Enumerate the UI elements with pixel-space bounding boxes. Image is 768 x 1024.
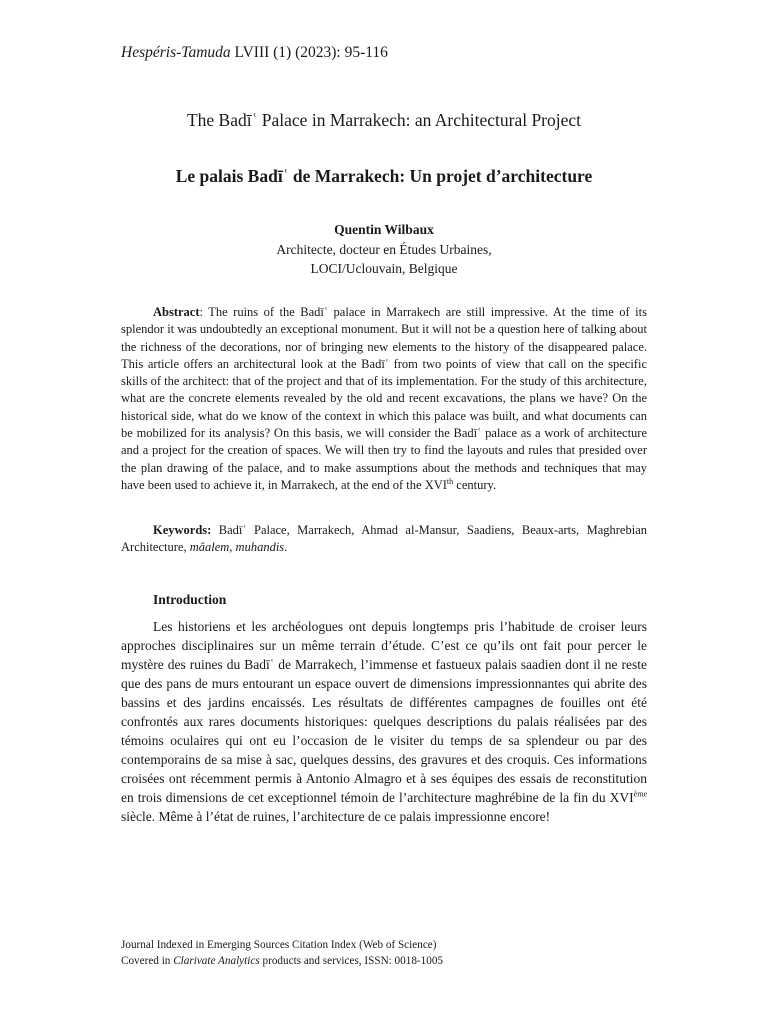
keywords bbox=[121, 522, 647, 557]
keywords-end: . bbox=[284, 540, 288, 555]
abstract-label: Abstract bbox=[153, 305, 200, 319]
footer-line-1: Journal Indexed in Emerging Sources Citation Index (Web of Science) bbox=[121, 939, 437, 951]
abstract-text: : The ruins of the Badīʿ palace in Marrakech are still impressive. At the time of its splendor it was undoubtedly an exceptional monument. But it will not be a question here of talking about the richness of the decorations, nor of bringing new elements to the history of the disappeared palace. This article offers an architectural look at the Badīʿ from two points of view that call on the specific skills of the architect: that of the project and that of its implementation. For the study of this architecture, what are the concrete elements revealed by the old and recent excavations, the plans we have? On the historical side, what do we know of the context in which this palace was built, and what documents can be mobilized for its analysis? On this basis, we will consider the Badīʿ palace as a work of architecture and a project for the creation of spaces. We will then try to find the layouts and rules that presided over the plan drawing of the palace, and to make assumptions about the methods and techniques that may have been used to achieve it, in Marrakech, at the end of the XVI bbox=[121, 305, 647, 492]
footer-clarivate: Clarivate Analytics bbox=[173, 954, 260, 967]
page-footer bbox=[121, 938, 443, 969]
footer-line-2-pre: Covered in bbox=[121, 954, 174, 967]
journal-name: Hespéris-Tamuda bbox=[121, 44, 231, 61]
keyword-muhandis: muhandis bbox=[235, 540, 285, 555]
author-affiliation-2: LOCI/Uclouvain, Belgique bbox=[310, 261, 458, 276]
journal-issue: LVIII (1) (2023): 95-116 bbox=[234, 44, 388, 61]
author-block bbox=[0, 220, 768, 279]
keywords-label: Keywords: bbox=[153, 523, 212, 537]
introduction-paragraph bbox=[121, 617, 647, 827]
introduction-tail: siècle. Même à l’état de ruines, l’architecture de ce palais impressionne encore! bbox=[121, 809, 551, 825]
introduction-text: Les historiens et les archéologues ont depuis longtemps pris l’habitude de croiser leurs approches disciplinaires sur un même terrain d’étude. C’est ce qu’ils ont fait pour percer le mystère des ruines du Badīʿ de Marrakech, l’immense et fastueux palais saadien dont il ne reste que des pans de murs entourant un espace ouvert de dimensions impressionnantes qui abrite des bassins et des jardins encaissés. Les résultats de différentes campagnes de fouilles ont été confrontés aux rares documents historiques: quelques descriptions du palais réalisées par des témoins oculaires qui ont eu l’occasion de le visiter du temps de sa splendeur ou par des contemporains de sa mise à sac, quelques dessins, des gravures et des croquis. Ces informations croisées ont récemment permis à Antonio Almagro et à ses équipes des essais de reconstitution en trois dimensions de cet exceptionnel témoin de l’architecture maghrébine de la fin du XVI bbox=[121, 619, 647, 806]
keywords-text: Badīʿ Palace, Marrakech, Ahmad al-Mansur, Saadiens, Beaux-arts, Maghrebian Architecture, bbox=[121, 523, 647, 555]
keywords-separator: , bbox=[229, 540, 236, 555]
running-header bbox=[121, 44, 388, 62]
footer-line-2-post: products and services, ISSN: 0018-1005 bbox=[259, 954, 444, 967]
title-english: The Badīʿ Palace in Marrakech: an Architectural Project bbox=[186, 110, 582, 130]
title-french: Le palais Badīʿ de Marrakech: Un projet d’architecture bbox=[175, 166, 593, 186]
abstract-superscript: th bbox=[446, 476, 454, 486]
abstract bbox=[121, 304, 647, 494]
section-heading-introduction: Introduction bbox=[153, 592, 227, 607]
author-name: Quentin Wilbaux bbox=[334, 222, 434, 237]
author-affiliation-1: Architecte, docteur en Études Urbaines, bbox=[276, 241, 492, 257]
keyword-maalem: mâalem bbox=[189, 540, 230, 555]
footer-line-2 bbox=[121, 954, 443, 970]
abstract-tail: century. bbox=[453, 477, 497, 492]
introduction-superscript: ème bbox=[633, 789, 647, 799]
